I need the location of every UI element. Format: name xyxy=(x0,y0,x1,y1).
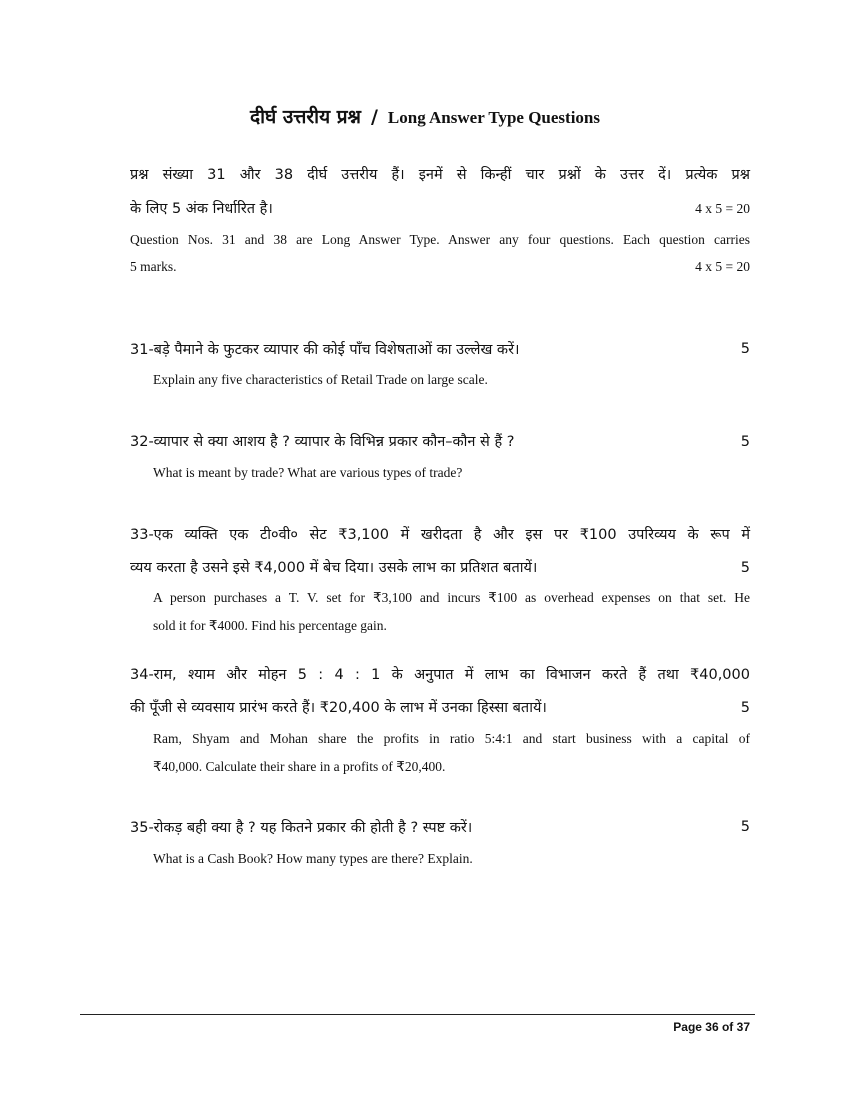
section-heading xyxy=(0,103,850,129)
question-32-english: What is meant by trade? What are various types of trade? xyxy=(153,465,463,480)
question-33-english-line-1: A person purchases a T. V. set for ₹3,100 and incurs ₹100 as overhead expenses on that set. He xyxy=(153,590,750,605)
question-35-hindi: 35-रोकड़ बही क्या है ? यह कितने प्रकार की होती है ? स्पष्ट करें। xyxy=(130,820,473,836)
instructions-english-line-1: Question Nos. 31 and 38 are Long Answer Type. Answer any four questions. Each question carries xyxy=(130,232,750,247)
question-34-marks: 5 xyxy=(740,700,750,716)
question-32-marks: 5 xyxy=(740,434,750,450)
page-number: Page 36 of 37 xyxy=(673,1020,750,1034)
instructions-hindi-line-1: प्रश्न संख्या 31 और 38 दीर्घ उत्तरीय हैं। इनमें से किन्हीं चार प्रश्नों के उत्तर दें। प्रत्येक प्रश्न xyxy=(130,167,750,183)
question-31-english: Explain any five characteristics of Retail Trade on large scale. xyxy=(153,372,488,387)
question-33-marks: 5 xyxy=(740,560,750,576)
question-31-marks: 5 xyxy=(740,341,750,357)
question-33-hindi-line-2: व्यय करता है उसने इसे ₹4,000 में बेच दिया। उसके लाभ का प्रतिशत बतायें। xyxy=(130,560,538,576)
question-34-hindi-line-2: की पूँजी से व्यवसाय प्रारंभ करते हैं। ₹20,400 के लाभ में उनका हिस्सा बतायें। xyxy=(130,700,547,716)
question-35-marks: 5 xyxy=(740,819,750,835)
heading-english: Long Answer Type Questions xyxy=(387,108,600,127)
footer-divider xyxy=(80,1014,755,1015)
heading-hindi: दीर्घ उत्तरीय प्रश्न xyxy=(250,106,361,128)
instructions-english-marks: 4 x 5 = 20 xyxy=(695,259,750,274)
instructions-hindi-marks: 4 x 5 = 20 xyxy=(695,201,750,216)
question-31-hindi: 31-बड़े पैमाने के फुटकर व्यापार की कोई पाँच विशेषताओं का उल्लेख करें। xyxy=(130,342,520,358)
heading-separator: / xyxy=(370,106,378,128)
question-33-hindi-line-1: 33-एक व्यक्ति एक टी०वी० सेट ₹3,100 में खरीदता है और इस पर ₹100 उपरिव्यय के रूप में xyxy=(130,527,750,543)
question-33-english-line-2: sold it for ₹4000. Find his percentage gain. xyxy=(153,618,387,633)
question-34-english-line-1: Ram, Shyam and Mohan share the profits in ratio 5:4:1 and start business with a capital of xyxy=(153,731,750,746)
question-34-hindi-line-1: 34-राम, श्याम और मोहन 5 : 4 : 1 के अनुपात में लाभ का विभाजन करते हैं तथा ₹40,000 xyxy=(130,667,750,683)
instructions-hindi-line-2: के लिए 5 अंक निर्धारित है। xyxy=(130,201,273,217)
question-35-english: What is a Cash Book? How many types are there? Explain. xyxy=(153,851,473,866)
question-32-hindi: 32-व्यापार से क्या आशय है ? व्यापार के विभिन्न प्रकार कौन–कौन से हैं ? xyxy=(130,434,515,450)
instructions-english-line-2: 5 marks. xyxy=(130,259,177,274)
question-34-english-line-2: ₹40,000. Calculate their share in a profits of ₹20,400. xyxy=(153,759,446,774)
